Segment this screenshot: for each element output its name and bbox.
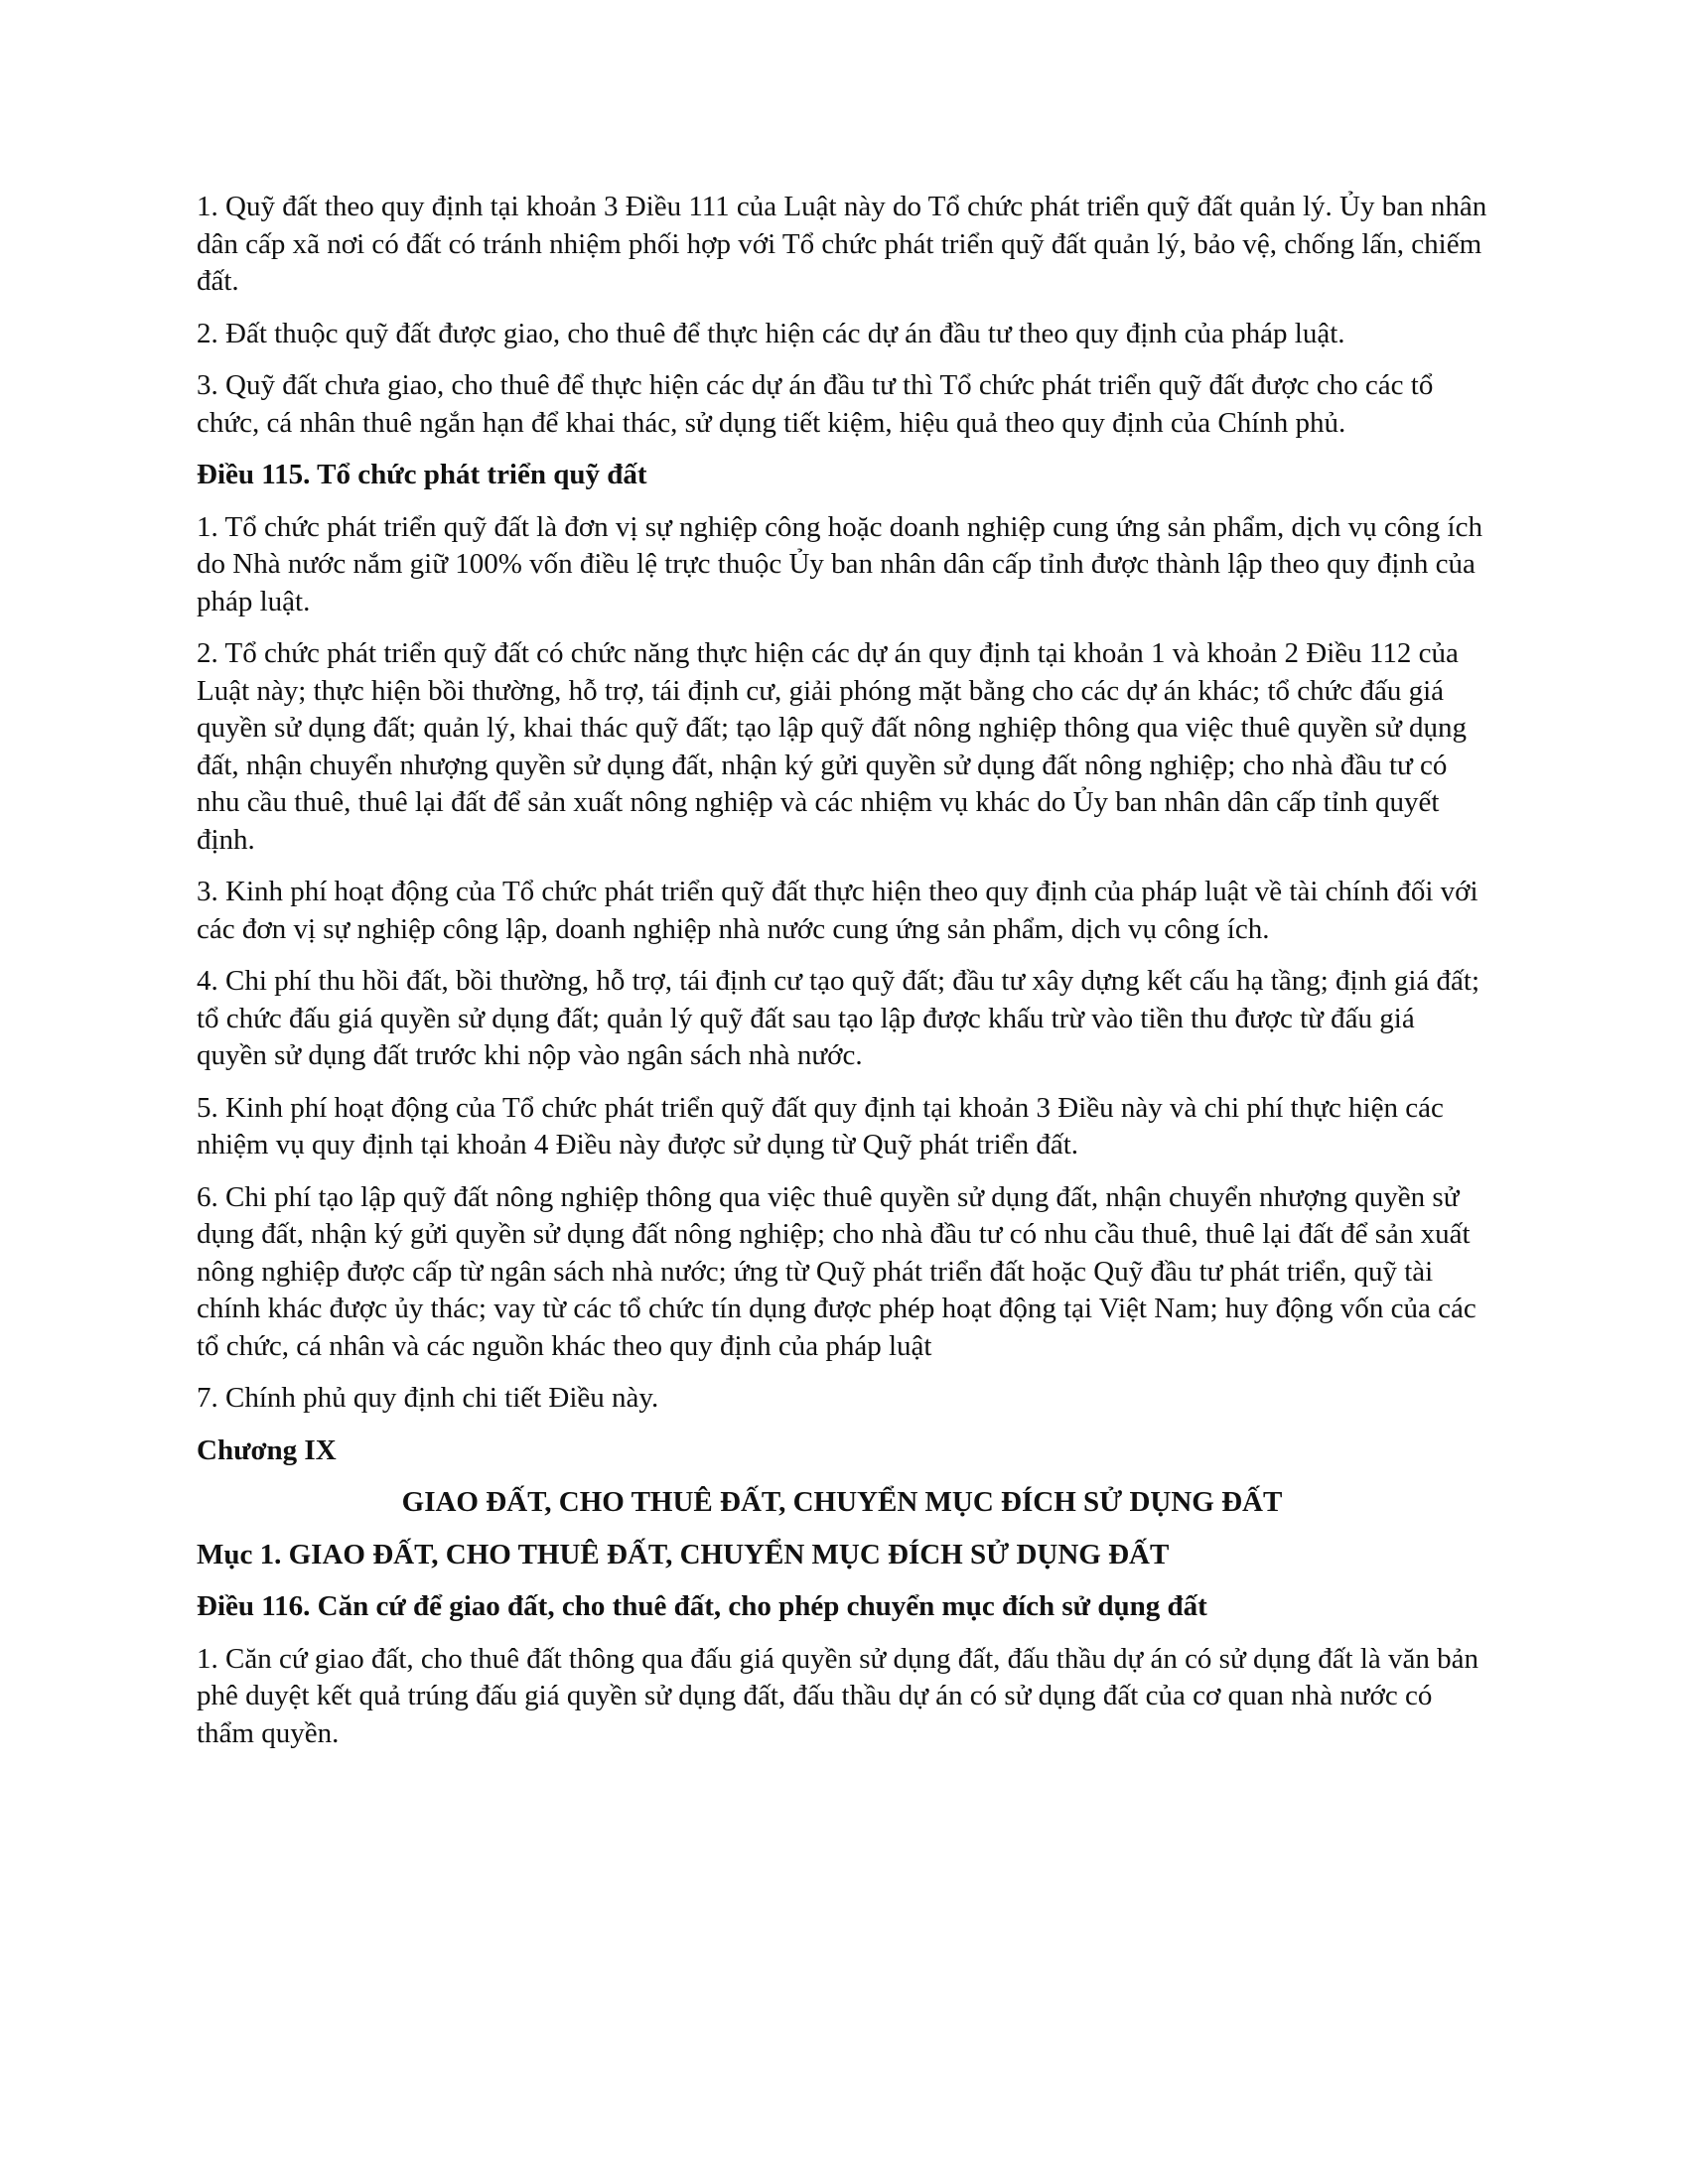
document-page — [197, 189, 1487, 1767]
section-title: Mục 1. GIAO ĐẤT, CHO THUÊ ĐẤT, CHUYỂN MỤC ĐÍCH SỬ DỤNG ĐẤT — [197, 1538, 1170, 1570]
paragraph-khoan-3: 3. Quỹ đất chưa giao, cho thuê để thực hiện các dự án đầu tư thì Tổ chức phát triển quỹ đất được cho các tổ chức, cá nhân thuê ngắn hạn để khai thác, sử dụng tiết kiệm, hiệu quả theo quy định của Chính phủ. — [197, 369, 1434, 439]
paragraph-115-khoan-3: 3. Kinh phí hoạt động của Tổ chức phát triển quỹ đất thực hiện theo quy định của pháp luật về tài chính đối với các đơn vị sự nghiệp công lập, doanh nghiệp nhà nước cung ứng sản phẩm, dịch vụ công ích. — [197, 876, 1478, 945]
paragraph-115-khoan-1: 1. Tổ chức phát triển quỹ đất là đơn vị sự nghiệp công hoặc doanh nghiệp cung ứng sản phẩm, dịch vụ công ích do Nhà nước nắm giữ 100% vốn điều lệ trực thuộc Ủy ban nhân dân cấp tỉnh được thành lập theo quy định của pháp luật. — [197, 510, 1482, 617]
article-heading-116: Điều 116. Căn cứ để giao đất, cho thuê đất, cho phép chuyển mục đích sử dụng đất — [197, 1590, 1207, 1622]
paragraph-116-khoan-1: 1. Căn cứ giao đất, cho thuê đất thông qua đấu giá quyền sử dụng đất, đấu thầu dự án có sử dụng đất là văn bản phê duyệt kết quả trúng đấu giá quyền sử dụng đất, đấu thầu dự án có sử dụng đất của cơ quan nhà nước có thẩm quyền. — [197, 1642, 1479, 1749]
paragraph-115-khoan-7: 7. Chính phủ quy định chi tiết Điều này. — [197, 1382, 659, 1414]
chapter-heading: Chương IX — [197, 1433, 337, 1466]
paragraph-115-khoan-4: 4. Chi phí thu hồi đất, bồi thường, hỗ trợ, tái định cư tạo quỹ đất; đầu tư xây dựng kết cấu hạ tầng; định giá đất; tổ chức đấu giá quyền sử dụng đất; quản lý quỹ đất sau tạo lập được khấu trừ vào tiền thu được từ đấu giá quyền sử dụng đất trước khi nộp vào ngân sách nhà nước. — [197, 965, 1480, 1071]
paragraph-khoan-2: 2. Đất thuộc quỹ đất được giao, cho thuê để thực hiện các dự án đầu tư theo quy định của pháp luật. — [197, 317, 1345, 349]
paragraph-115-khoan-5: 5. Kinh phí hoạt động của Tổ chức phát triển quỹ đất quy định tại khoản 3 Điều này và chi phí thực hiện các nhiệm vụ quy định tại khoản 4 Điều này được sử dụng từ Quỹ phát triển đất. — [197, 1091, 1444, 1160]
paragraph-115-khoan-6: 6. Chi phí tạo lập quỹ đất nông nghiệp thông qua việc thuê quyền sử dụng đất, nhận chuyển nhượng quyền sử dụng đất, nhận ký gửi quyền sử dụng đất nông nghiệp; cho nhà đầu tư có nhu cầu thuê, thuê lại đất để sản xuất nông nghiệp được cấp từ ngân sách nhà nước; ứng từ Quỹ phát triển đất hoặc Quỹ đầu tư phát triển, quỹ tài chính khác được ủy thác; vay từ các tổ chức tín dụng được phép hoạt động tại Việt Nam; huy động vốn của các tổ chức, cá nhân và các nguồn khác theo quy định của pháp luật — [197, 1180, 1477, 1362]
article-heading-115: Điều 115. Tổ chức phát triển quỹ đất — [197, 459, 647, 490]
paragraph-115-khoan-2: 2. Tổ chức phát triển quỹ đất có chức năng thực hiện các dự án quy định tại khoản 1 và khoản 2 Điều 112 của Luật này; thực hiện bồi thường, hỗ trợ, tái định cư, giải phóng mặt bằng cho các dự án khác; tổ chức đấu giá quyền sử dụng đất; quản lý, khai thác quỹ đất; tạo lập quỹ đất nông nghiệp thông qua việc thuê quyền sử dụng đất, nhận chuyển nhượng quyền sử dụng đất, nhận ký gửi quyền sử dụng đất nông nghiệp; cho nhà đầu tư có nhu cầu thuê, thuê lại đất để sản xuất nông nghiệp và các nhiệm vụ khác do Ủy ban nhân dân cấp tỉnh quyết định. — [197, 637, 1468, 856]
paragraph-khoan-1: 1. Quỹ đất theo quy định tại khoản 3 Điều 111 của Luật này do Tổ chức phát triển quỹ đất quản lý. Ủy ban nhân dân cấp xã nơi có đất có tránh nhiệm phối hợp với Tổ chức phát triển quỹ đất quản lý, bảo vệ, chống lấn, chiếm đất. — [197, 191, 1487, 297]
chapter-title: GIAO ĐẤT, CHO THUÊ ĐẤT, CHUYỂN MỤC ĐÍCH SỬ DỤNG ĐẤT — [401, 1486, 1283, 1518]
